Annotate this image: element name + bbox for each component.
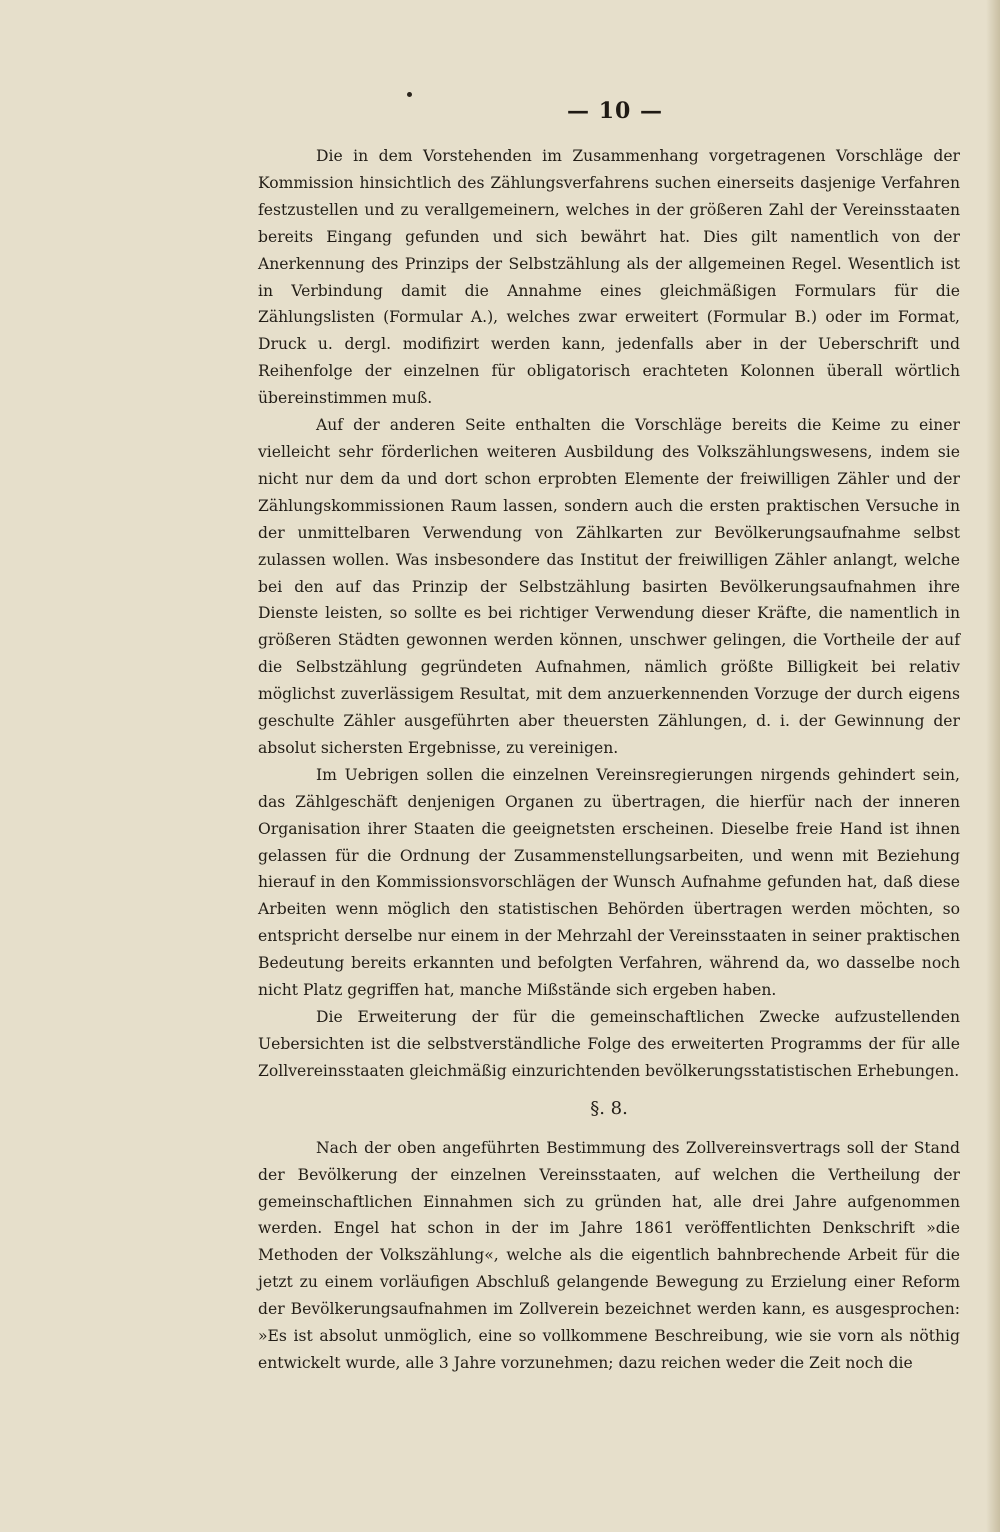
paragraph: Im Uebrigen sollen die einzelnen Vereinsregierungen nirgends gehindert sein, das Zählgeschäft denjenigen Organen zu übertragen, die hierfür nach der inneren Organisation ihrer Staaten die geeignetsten erscheinen. Dieselbe freie Hand ist ihnen gelassen für die Ordnung der Zusammenstellungsarbeiten, und wenn mit Beziehung hierauf in den Kommissionsvorschlägen der Wunsch Aufnahme gefunden hat, daß diese Arbeiten wenn möglich den statistischen Behörden übertragen werden möchten, so entspricht derselbe nur einem in der Mehrzahl der Vereinsstaaten in seiner praktischen Bedeutung bereits erkannten und befolgten Verfahren, während da, wo dasselbe noch nicht Platz gegriffen hat, manche Mißstände sich ergeben haben.	[258, 765, 960, 1000]
section-heading: §. 8.	[590, 1097, 628, 1119]
page-number: — 10 —	[567, 98, 663, 124]
paragraph: Auf der anderen Seite enthalten die Vorschläge bereits die Keime zu einer vielleicht sehr förderlichen weiteren Ausbildung des Volkszählungswesens, indem sie nicht nur dem da und dort schon erprobten Elemente der freiwilligen Zähler und der Zählungskommissionen Raum lassen, sondern auch die ersten praktischen Versuche in der unmittelbaren Verwendung von Zählkarten zur Bevölkerungsaufnahme selbst zulassen wollen. Was insbesondere das Institut der freiwilligen Zähler anlangt, welche bei den auf das Prinzip der Selbstzählung basirten Bevölkerungsaufnahmen ihre Dienste leisten, so sollte es bei richtiger Verwendung dieser Kräfte, die namentlich in größeren Städten gewonnen werden können, unschwer gelingen, die Vortheile der auf die Selbstzählung gegründeten Aufnahmen, nämlich größte Billigkeit bei relativ möglichst zuverlässigem Resultat, mit dem anzuerkennenden Vorzuge der durch eigens geschulte Zähler ausgeführten aber theuersten Zählungen, d. i. der Gewinnung der absolut sichersten Ergebnisse, zu vereinigen.	[258, 416, 960, 757]
ink-speck	[407, 92, 412, 97]
paragraph: Nach der oben angeführten Bestimmung des Zollvereinsvertrags soll der Stand der Bevölkerung der einzelnen Vereinsstaaten, auf welchen die Vertheilung der gemeinschaftlichen Einnahmen sich zu gründen hat, alle drei Jahre aufgenommen werden. Engel hat schon in der im Jahre 1861 veröffentlichten Denkschrift »die Methoden der Volkszählung«, welche als die eigentlich bahnbrechende Arbeit für die jetzt zu einem vorläufigen Abschluß gelangende Bewegung zu Erzielung einer Reform der Bevölkerungsaufnahmen im Zollverein bezeichnet werden kann, es ausgesprochen: »Es ist absolut unmöglich, eine so vollkommene Beschreibung, wie sie vorn als nöthig entwickelt wurde, alle 3 Jahre vorzunehmen; dazu reichen weder die Zeit noch die	[258, 1138, 960, 1372]
body-text	[258, 143, 960, 1377]
paragraph: Die Erweiterung der für die gemeinschaftlichen Zwecke aufzustellenden Uebersichten ist die selbstverständliche Folge des erweiterten Programms der für alle Zollvereinsstaaten gleichmäßig einzurichtenden bevölkerungsstatistischen Erhebungen.	[258, 1008, 960, 1080]
paragraph: Die in dem Vorstehenden im Zusammenhang vorgetragenen Vorschläge der Kommission hinsichtlich des Zählungsverfahrens suchen einerseits dasjenige Verfahren festzustellen und zu verallgemeinern, welches in der größeren Zahl der Vereinsstaaten bereits Eingang gefunden und sich bewährt hat. Dies gilt namentlich von der Anerkennung des Prinzips der Selbstzählung als der allgemeinen Regel. Wesentlich ist in Verbindung damit die Annahme eines gleichmäßigen Formulars für die Zählungslisten (Formular A.), welches zwar erweitert (Formular B.) oder im Format, Druck u. dergl. modifizirt werden kann, jedenfalls aber in der Ueberschrift und Reihenfolge der einzelnen für obligatorisch erachteten Kolonnen überall wörtlich übereinstimmen muß.	[258, 147, 960, 408]
